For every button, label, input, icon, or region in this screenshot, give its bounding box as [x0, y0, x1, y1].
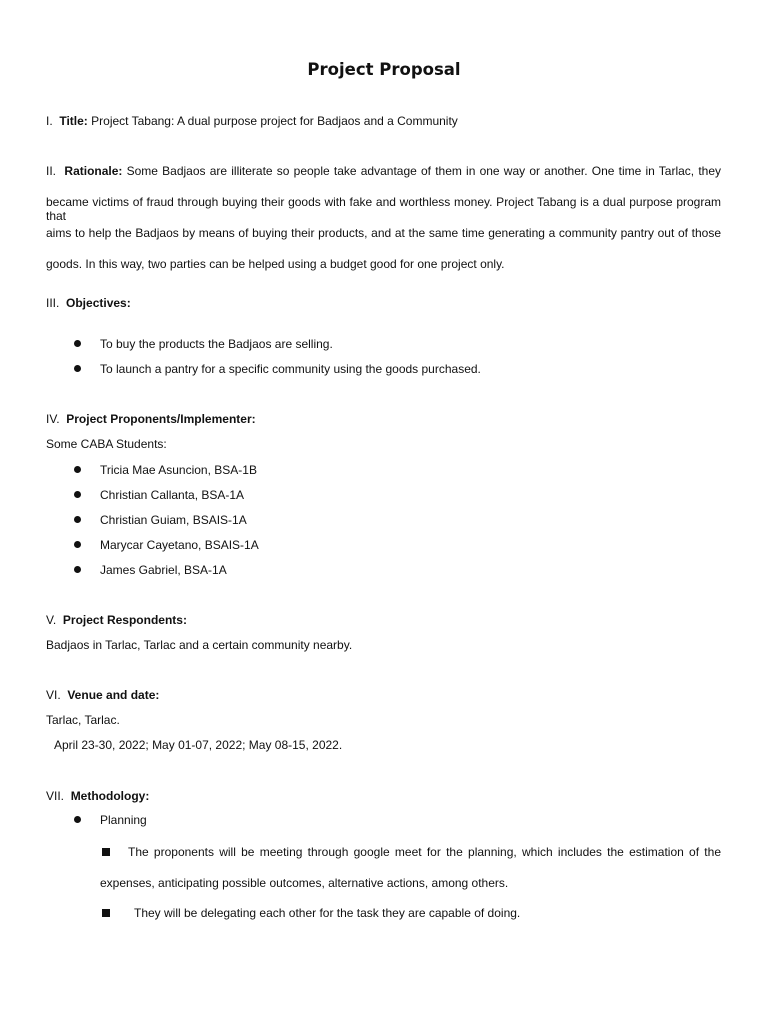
square-bullet-icon [102, 909, 110, 917]
rationale-text: Some Badjaos are illiterate so people take advantage of them in one way or another. One time in Tarlac, they [126, 164, 722, 178]
bullet-icon [74, 466, 81, 473]
rationale-line [46, 164, 721, 178]
section-numeral: VI. [46, 688, 61, 702]
list-item: Christian Callanta, BSA-1A [100, 488, 245, 502]
bullet-icon [74, 491, 81, 498]
rationale-line: aims to help the Badjaos by means of buying their products, and at the same time generating a community pantry out of those [46, 226, 721, 240]
section-label: Title: [59, 114, 88, 128]
bullet-icon [74, 566, 81, 573]
section-heading [46, 412, 256, 426]
section-heading [46, 688, 159, 702]
list-item: Marycar Cayetano, BSAIS-1A [100, 538, 259, 552]
list-item: James Gabriel, BSA-1A [100, 563, 227, 577]
bullet-icon [74, 365, 81, 372]
bullet-icon [74, 816, 81, 823]
section-label: Project Respondents: [62, 613, 187, 627]
section-numeral: V. [46, 613, 57, 627]
rationale-line: became victims of fraud through buying their goods with fake and worthless money. Project Tabang is a dual purpose program that [46, 195, 721, 223]
list-item: Christian Guiam, BSAIS-1A [100, 513, 247, 527]
methodology-step: They will be delegating each other for the task they are capable of doing. [134, 906, 521, 920]
section-heading [46, 613, 187, 627]
section-numeral: II. [46, 164, 57, 178]
methodology-step: The proponents will be meeting through google meet for the planning, which includes the estimation of the [128, 845, 721, 859]
section-text: Project Tabang: A dual purpose project for Badjaos and a Community [91, 114, 458, 128]
section-label: Project Proponents/Implementer: [66, 412, 256, 426]
bullet-icon [74, 340, 81, 347]
list-item: To launch a pantry for a specific community using the goods purchased. [100, 362, 481, 376]
square-bullet-icon [102, 848, 110, 856]
section-heading [46, 789, 149, 803]
section-heading [46, 296, 131, 310]
section-numeral: IV. [46, 412, 60, 426]
methodology-phase: Planning [100, 813, 147, 827]
methodology-step-continued: expenses, anticipating possible outcomes, alternative actions, among others. [100, 876, 509, 890]
section-numeral: VII. [46, 789, 65, 803]
proponents-intro: Some CABA Students: [46, 437, 167, 451]
respondents-text: Badjaos in Tarlac, Tarlac and a certain community nearby. [46, 638, 353, 652]
section-label: Rationale: [64, 164, 123, 178]
section-label: Methodology: [70, 789, 150, 803]
venue-place: Tarlac, Tarlac. [46, 713, 120, 727]
section-label: Venue and date: [67, 688, 160, 702]
section-label: Objectives: [66, 296, 131, 310]
section-numeral: I. [46, 114, 53, 128]
list-item: To buy the products the Badjaos are selling. [100, 337, 333, 351]
bullet-icon [74, 516, 81, 523]
rationale-line: goods. In this way, two parties can be helped using a budget good for one project only. [46, 257, 505, 271]
list-item: Tricia Mae Asuncion, BSA-1B [100, 463, 257, 477]
document-title: Project Proposal [307, 60, 461, 79]
section-title [46, 114, 458, 128]
section-numeral: III. [46, 296, 60, 310]
venue-dates: April 23-30, 2022; May 01-07, 2022; May 08-15, 2022. [54, 738, 343, 752]
bullet-icon [74, 541, 81, 548]
